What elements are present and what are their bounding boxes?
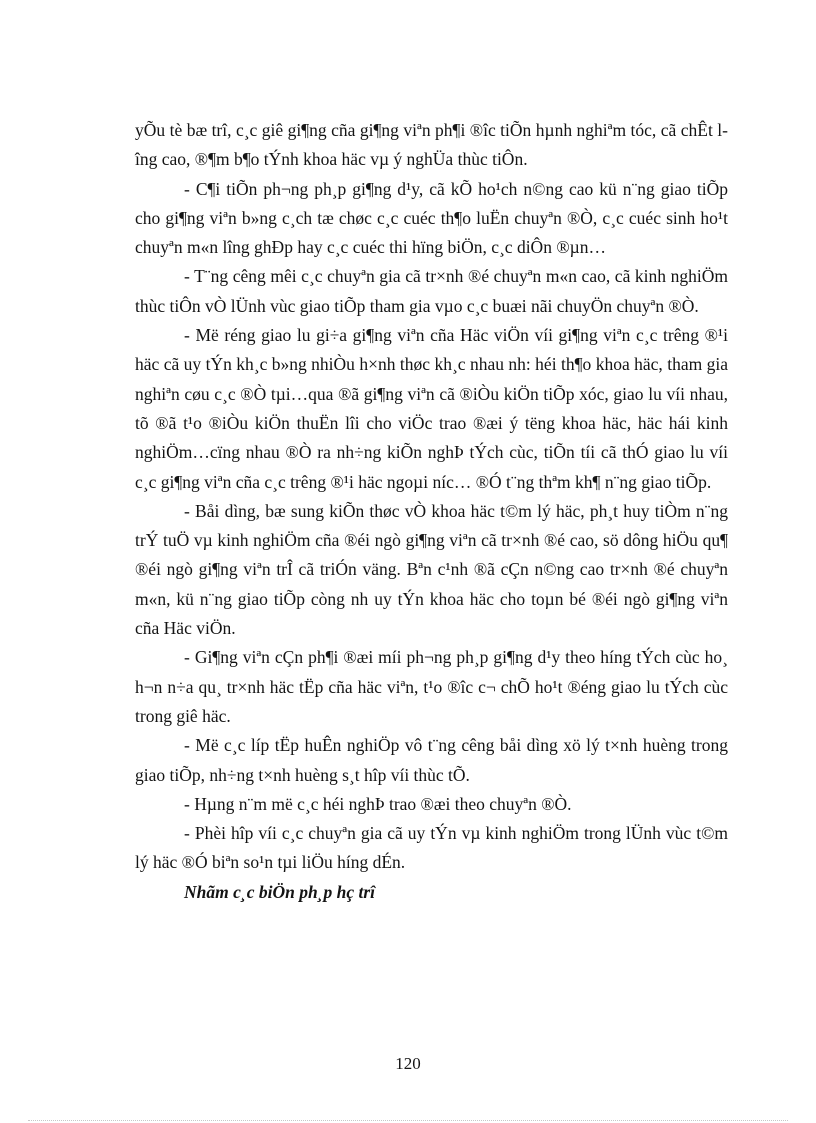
- paragraph-4: - Më réng giao lu gi÷a gi¶ng viªn cña Häc viÖn víi gi¶ng viªn c¸c trêng ®¹i häc cã uy tÝn kh¸c b»ng nhiÒu h×nh thøc kh¸c nhau nh: héi th¶o khoa häc, tham gia nghiªn cøu c¸c ®Ò tµi…qua ®ã gi¶ng viªn cã ®iÒu kiÖn tiÕp xóc, giao lu víi nhau, tõ ®ã t¹o ®iÒu kiÖn thuËn lîi cho viÖc trao ®æi ý tëng khoa häc, häc hái kinh nghiÖm…cïng nhau ®Ò ra nh÷ng kiÕn nghÞ tÝch cùc, tiÕn tíi cã thÓ giao lu víi c¸c gi¶ng viªn cña c¸c trêng ®¹i häc ngoµi níc… ®Ó t¨ng thªm kh¶ n¨ng giao tiÕp.: [135, 325, 728, 492]
- paragraph-7: - Më c¸c líp tËp huÊn nghiÖp vô t¨ng cêng båi dìng xö lý t×nh huèng trong giao tiÕp, nh÷ng t×nh huèng s¸t hîp víi thùc tÕ.: [135, 735, 728, 785]
- paragraph-1: yÕu tè bæ trî, c¸c giê gi¶ng cña gi¶ng viªn ph¶i ®îc tiÕn hµnh nghiªm tóc, cã chÊt lîng cao, ®¶m b¶o tÝnh khoa häc vµ ý nghÜa thùc tiÔn.: [135, 120, 728, 170]
- paragraph-6: - Gi¶ng viªn cÇn ph¶i ®æi míi ph¬ng ph¸p gi¶ng d¹y theo híng tÝch cùc ho¸ h¬n n÷a qu¸ tr×nh häc tËp cña häc viªn, t¹o ®îc c¬ chÕ ho¹t ®éng giao lu tÝch cùc trong giê häc.: [135, 647, 728, 726]
- paragraph-8: - Hµng n¨m më c¸c héi nghÞ trao ®æi theo chuyªn ®Ò.: [184, 793, 572, 814]
- body-text: [135, 116, 728, 907]
- paragraph-3: - T¨ng cêng mêi c¸c chuyªn gia cã tr×nh ®é chuyªn m«n cao, cã kinh nghiÖm thùc tiÔn vÒ lÜnh vùc giao tiÕp tham gia vµo c¸c buæi nãi chuyÖn chuyªn ®Ò.: [135, 266, 728, 316]
- footer-divider: [28, 1120, 788, 1121]
- page-number: 120: [395, 1054, 421, 1073]
- paragraph-5: - Båi dìng, bæ sung kiÕn thøc vÒ khoa häc t©m lý häc, ph¸t huy tiÒm n¨ng trÝ tuÖ vµ kinh nghiÖm cña ®éi ngò gi¶ng viªn cã tr×nh ®é cao, sö dông hiÖu qu¶ ®éi ngò gi¶ng viªn trÎ cã triÓn väng. Bªn c¹nh ®ã cÇn n©ng cao tr×nh ®é chuyªn m«n, kü n¨ng giao tiÕp còng nh uy tÝn khoa häc cho toµn bé ®éi ngò gi¶ng viªn cña Häc viÖn.: [135, 500, 728, 639]
- paragraph-9: - Phèi hîp víi c¸c chuyªn gia cã uy tÝn vµ kinh nghiÖm trong lÜnh vùc t©m lý häc ®Ó biªn so¹n tµi liÖu híng dÉn.: [135, 823, 728, 873]
- paragraph-2: - C¶i tiÕn ph¬ng ph¸p gi¶ng d¹y, cã kÕ ho¹ch n©ng cao kü n¨ng giao tiÕp cho gi¶ng viªn b»ng c¸ch tæ chøc c¸c cuéc th¶o luËn chuyªn ®Ò, c¸c cuéc sinh ho¹t chuyªn m«n lîng ghÐp hay c¸c cuéc thi hïng biÖn, c¸c diÔn ®µn…: [135, 178, 728, 258]
- section-heading: Nhãm c¸c biÖn ph¸p hç trî: [184, 881, 376, 902]
